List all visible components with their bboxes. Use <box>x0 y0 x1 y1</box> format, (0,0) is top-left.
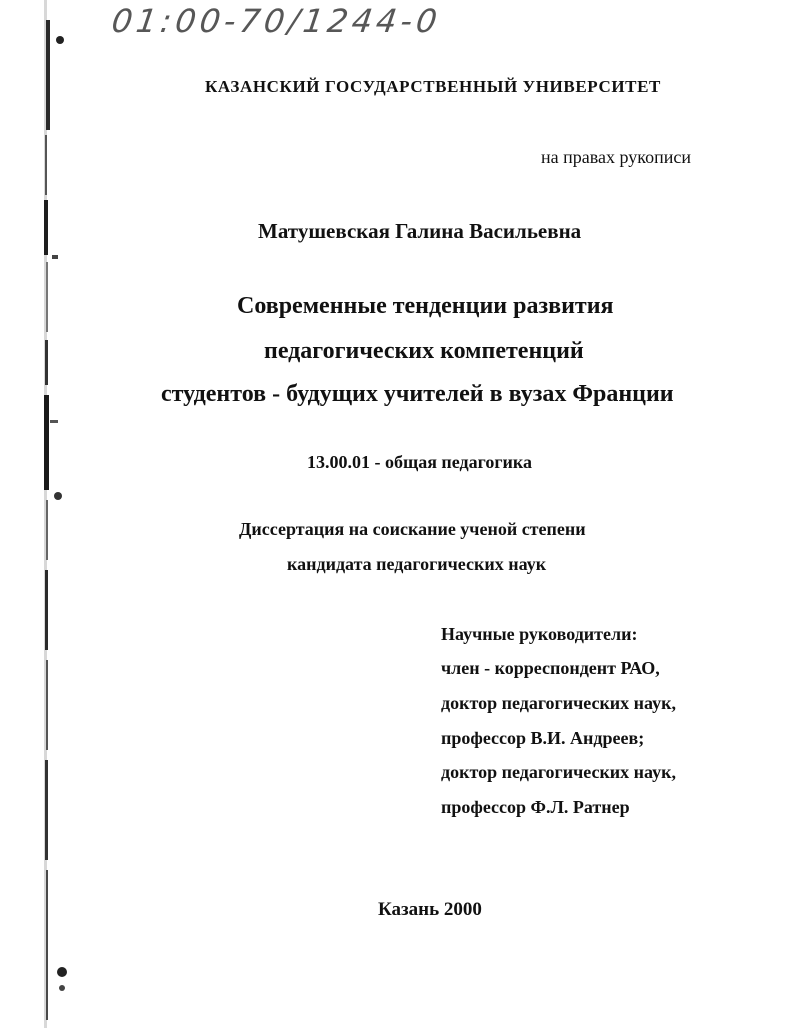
supervisors-heading: Научные руководители: <box>441 624 638 644</box>
university-name: КАЗАНСКИЙ ГОСУДАРСТВЕННЫЙ УНИВЕРСИТЕТ <box>205 77 661 96</box>
place-and-year: Казань 2000 <box>378 899 482 920</box>
handwritten-archive-code: 01:00-70/1244-0 <box>109 2 444 40</box>
dissertation-title-line-1: Современные тенденции развития <box>237 293 614 319</box>
author-name: Матушевская Галина Васильевна <box>258 219 582 243</box>
degree-line-2: кандидата педагогических наук <box>287 554 547 574</box>
specialty-code: 13.00.01 - общая педагогика <box>307 452 533 472</box>
dissertation-title-line-3: студентов - будущих учителей в вузах Франции <box>161 381 674 407</box>
degree-line-1: Диссертация на соискание ученой степени <box>239 519 586 539</box>
supervisor-line: профессор Ф.Л. Ратнер <box>441 797 630 817</box>
manuscript-note: на правах рукописи <box>541 147 691 167</box>
supervisor-line: доктор педагогических наук, <box>441 762 677 782</box>
supervisor-line: доктор педагогических наук, <box>441 693 677 713</box>
dissertation-title-line-2: педагогических компетенций <box>264 338 584 364</box>
supervisor-line: член - корреспондент РАО, <box>441 658 660 678</box>
scan-edge-artifacts <box>0 0 70 1028</box>
supervisor-line: профессор В.И. Андреев; <box>441 728 645 748</box>
